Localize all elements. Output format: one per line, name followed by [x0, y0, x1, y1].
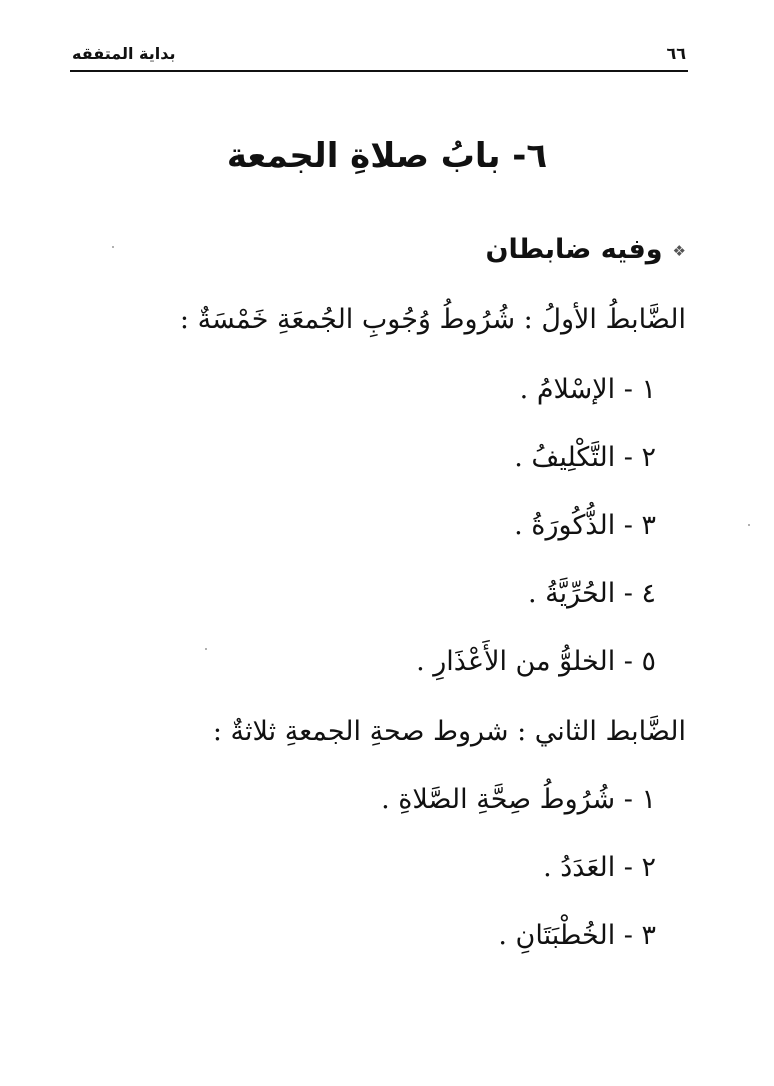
intro-line [485, 230, 686, 271]
scan-speck [748, 524, 750, 526]
page-number: ٦٦ [666, 44, 686, 63]
scan-speck [112, 246, 114, 248]
rule1-item: ١ - الإسْلامُ . [519, 374, 656, 405]
rule2-item: ٣ - الخُطْبَتَانِ . [498, 920, 656, 951]
intro-text: وفيه ضابطان [485, 234, 663, 265]
rule2-heading: الضَّابط الثاني : شروط صحةِ الجمعةِ ثلاثةٌ : [212, 716, 686, 747]
scan-speck [205, 648, 207, 650]
rule1-item: ٤ - الحُرِّيَّةُ . [527, 578, 656, 609]
rule2-item: ٢ - العَدَدُ . [543, 852, 656, 883]
rule1-item: ٢ - التَّكْلِيفُ . [514, 442, 656, 473]
running-title: بداية المتفقه [72, 44, 176, 63]
page-header [70, 38, 688, 72]
rule1-item: ٥ - الخلوُّ من الأَعْذَارِ . [416, 646, 656, 677]
chapter-title: ٦- بابُ صلاةِ الجمعة [226, 136, 548, 176]
rule1-item: ٣ - الذُّكُورَةُ . [514, 510, 656, 541]
ornament-icon: ❖ [672, 241, 686, 260]
rule2-item: ١ - شُرُوطُ صِحَّةِ الصَّلاةِ . [381, 784, 656, 815]
rule1-heading: الضَّابطُ الأولُ : شُرُوطُ وُجُوبِ الجُمعَةِ خَمْسَةٌ : [179, 304, 686, 335]
